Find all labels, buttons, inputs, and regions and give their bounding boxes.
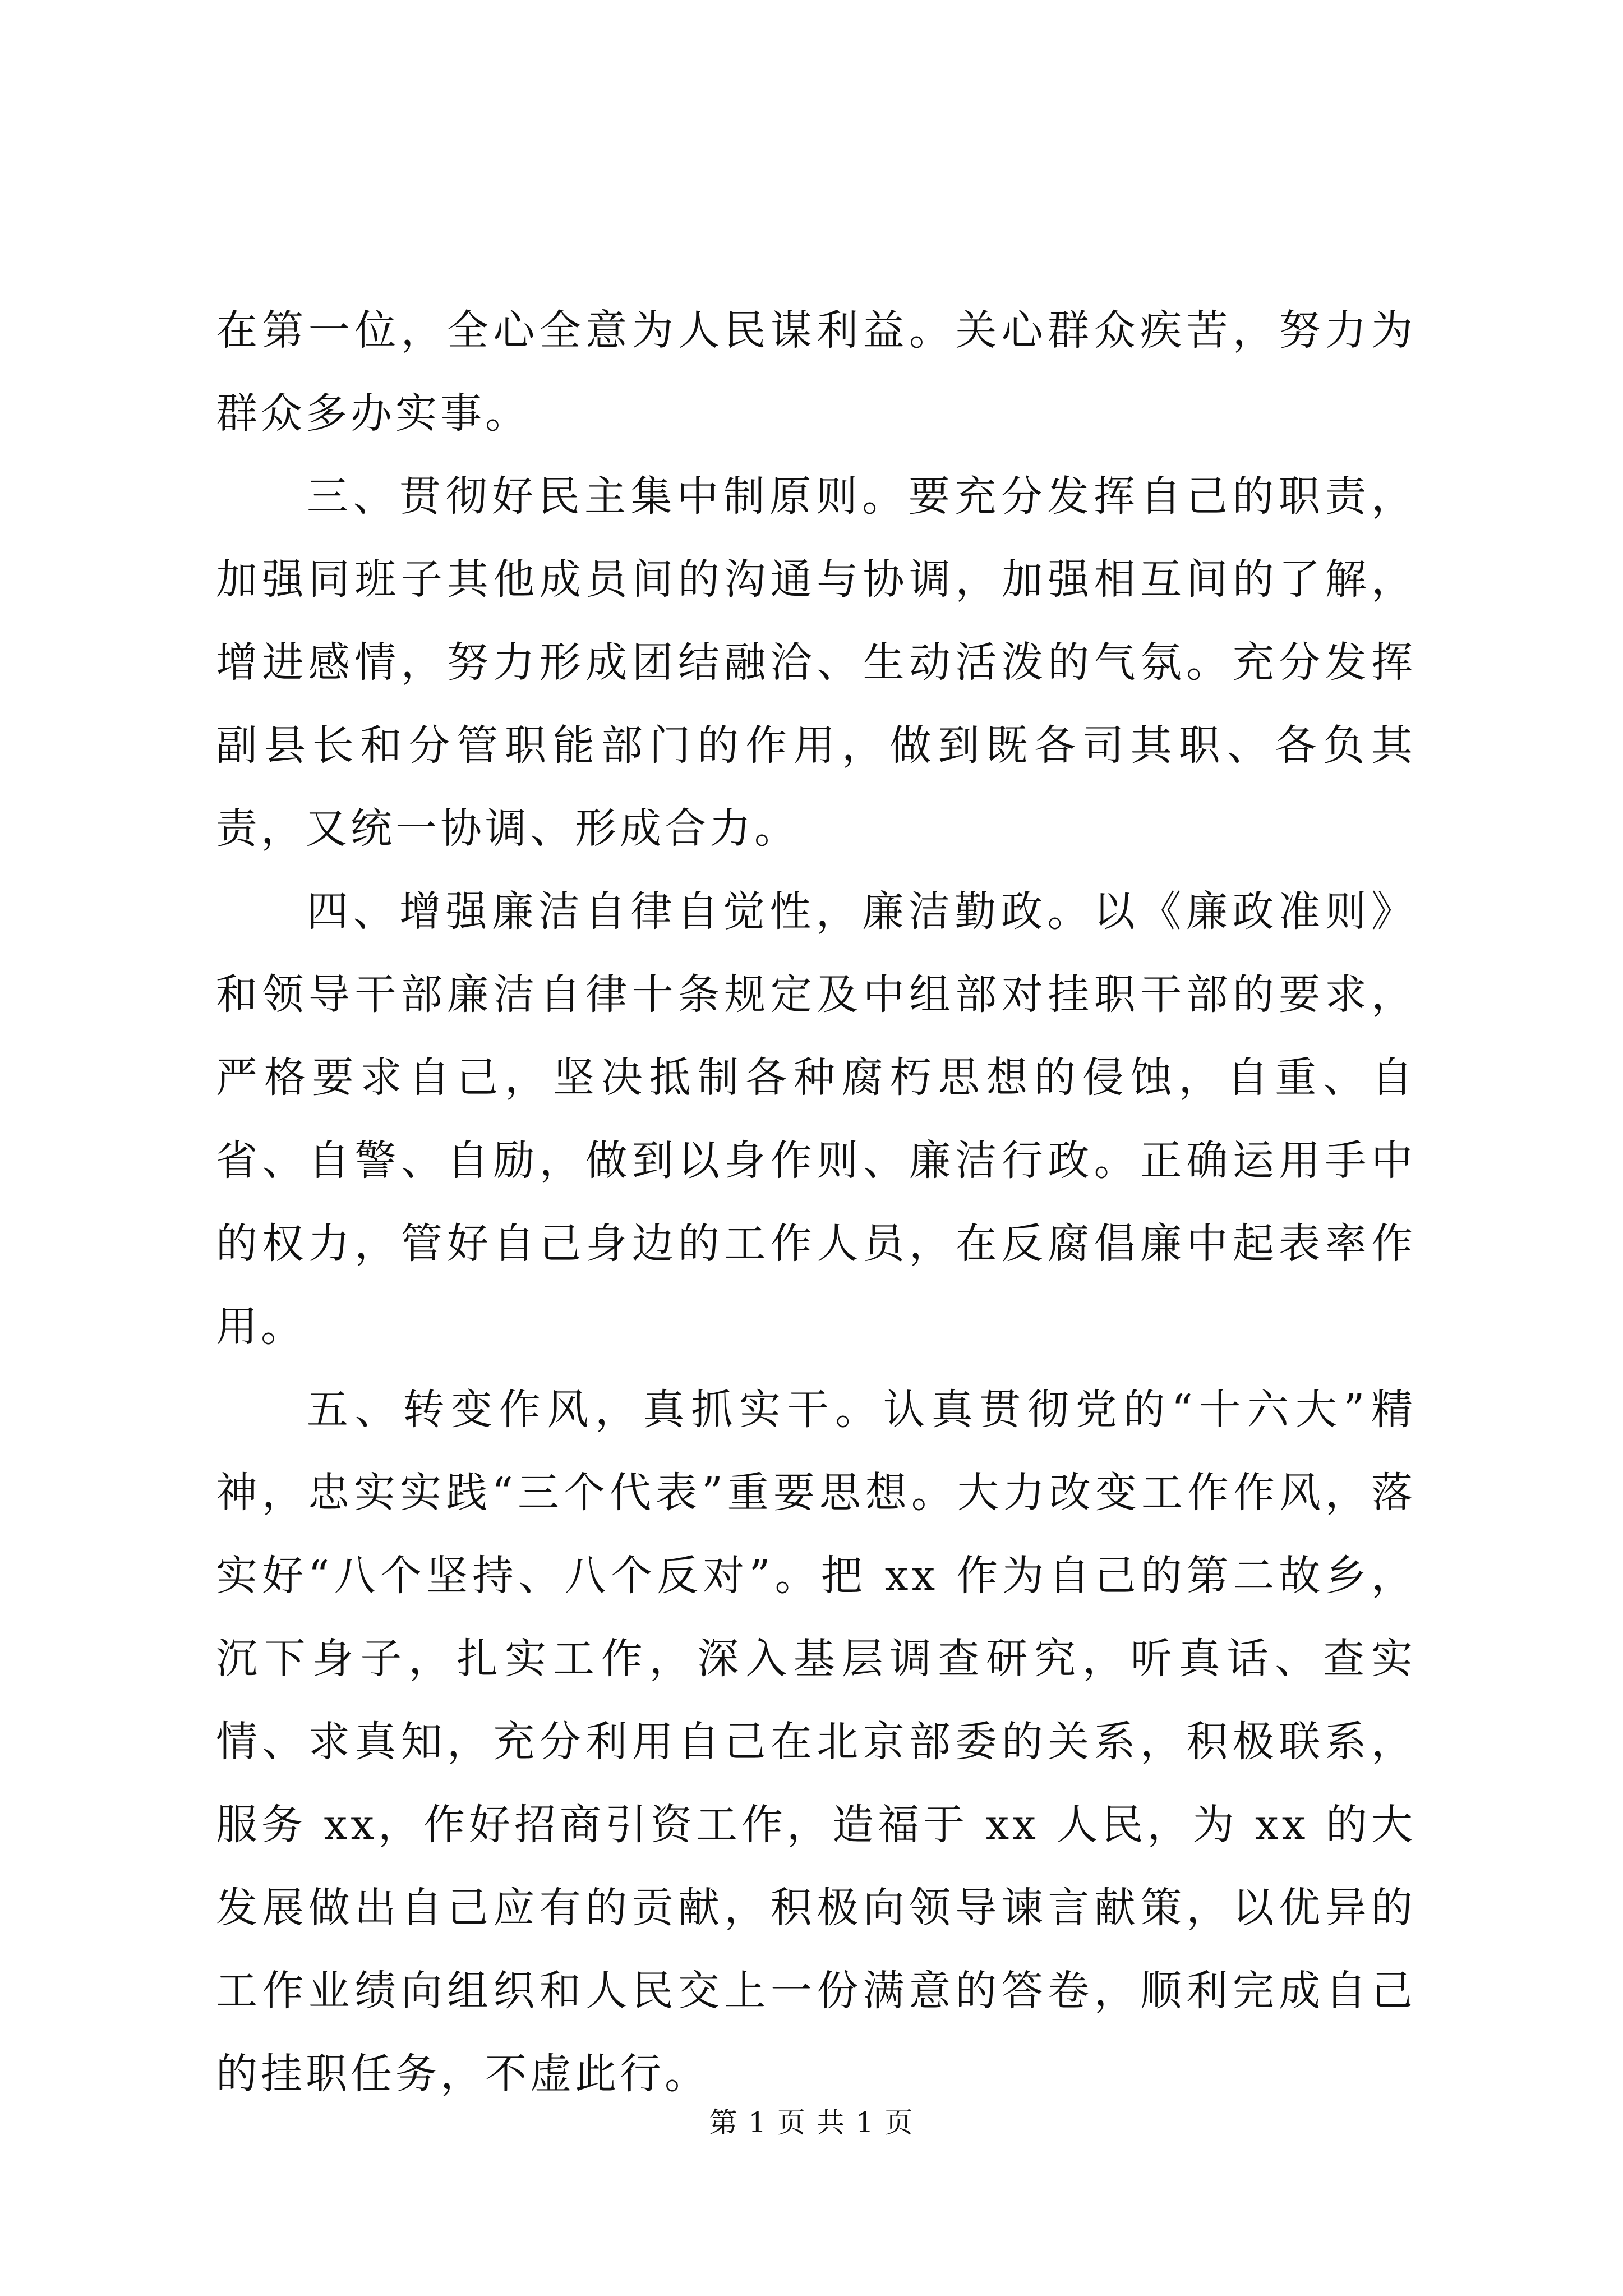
- document-body: [216, 289, 1416, 2115]
- paragraph-section-four: 四、增强廉洁自律自觉性，廉洁勤政。以《廉政准则》和领导干部廉洁自律十条规定及中组部对挂职干部的要求，严格要求自己，坚决抵制各种腐朽思想的侵蚀，自重、自省、自警、自励，做到以身作则、廉洁行政。正确运用手中的权力，管好自己身边的工作人员，在反腐倡廉中起表率作用。: [216, 887, 1416, 1351]
- paragraph-section-five: 五、转变作风，真抓实干。认真贯彻党的“十六大”精神，忠实实践“三个代表”重要思想。大力改变工作作风，落实好“八个坚持、八个反对”。把 xx 作为自己的第二故乡，沉下身子，扎实工作，深入基层调查研究，听真话、查实情、求真知，充分利用自己在北京部委的关系，积极联系，服务 xx，作好招商引资工作，造福于 xx 人民，为 xx 的大发展做出自己应有的贡献，积极向领导谏言献策，以优异的工作业绩向组织和人民交上一份满意的答卷，顺利完成自己的挂职任务，不虚此行。: [216, 1386, 1416, 2098]
- paragraph-intro-continuation: 在第一位，全心全意为人民谋利益。关心群众疾苦，努力为群众多办实事。: [216, 306, 1416, 438]
- page-number-footer: 第 1 页 共 1 页: [709, 2106, 914, 2139]
- paragraph-section-three: 三、贯彻好民主集中制原则。要充分发挥自己的职责，加强同班子其他成员间的沟通与协调，加强相互间的了解，增进感情，努力形成团结融洽、生动活泼的气氛。充分发挥副县长和分管职能部门的作用，做到既各司其职、各负其责，又统一协调、形成合力。: [216, 472, 1416, 853]
